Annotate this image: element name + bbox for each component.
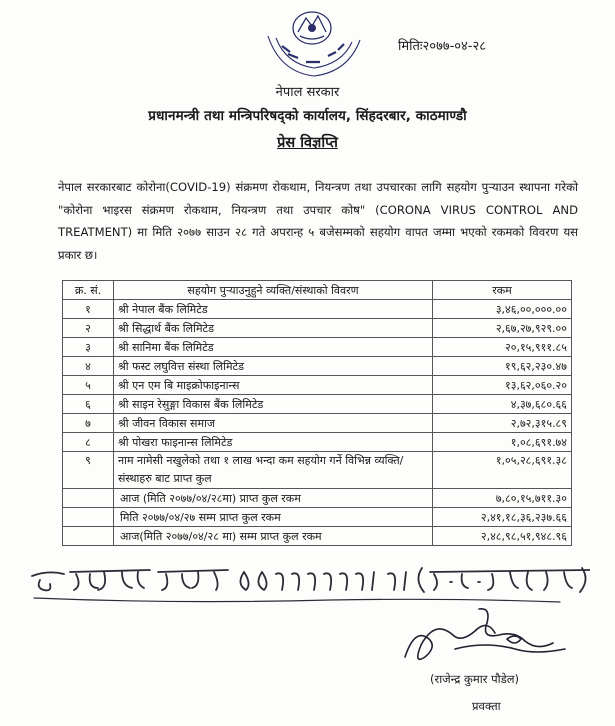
total-blank-cell	[63, 527, 114, 546]
row-serial: ९	[63, 452, 114, 489]
row-serial: ६	[63, 395, 114, 414]
row-contributor: श्री एन एम बि माइक्रोफाइनान्स	[114, 376, 433, 395]
intro-paragraph: नेपाल सरकारबाट कोरोना(COVID-19) संक्रमण रोकथाम, नियन्त्रण तथा उपचारका लागि सहयोग पुर्‍याउन स्थापना गरेको "कोरोना भाइरस संक्रमण रोकथाम, नियन्त्रण तथा उपचार कोष" (CORONA VIRUS CONTROL AND TREATMENT) मा मिति २०७७ साउन २८ गते अपरान्ह ५ बजेसम्मको सहयोग वापत जम्मा भएको रकमको विवरण यस प्रकार छ।	[58, 180, 578, 262]
contribution-table	[62, 280, 572, 546]
header-amount: रकम	[433, 281, 572, 300]
press-release-date: मितिः२०७७-०४-२८	[398, 39, 487, 54]
row-serial: ३	[63, 338, 114, 357]
table-row	[63, 452, 572, 489]
row-serial: २	[63, 319, 114, 338]
row-amount: १३,६२,०६०.२०	[433, 376, 572, 395]
row-amount: १,०८,६९१.७४	[433, 433, 572, 452]
row-serial: १	[63, 300, 114, 319]
row-serial: ७	[63, 414, 114, 433]
row-amount: १९,६२,२३०.४७	[433, 357, 572, 376]
row-contributor: श्री नेपाल बैंक लिमिटेड	[114, 300, 433, 319]
row-contributor: श्री सानिमा बैंक लिमिटेड	[114, 338, 433, 357]
row-serial: ५	[63, 376, 114, 395]
row-contributor: श्री सिद्धार्थ बैंक लिमिटेड	[114, 319, 433, 338]
total-amount: २,४८,९८,५१,९४८.९६	[433, 527, 572, 546]
total-row	[63, 508, 572, 527]
table-row	[63, 376, 572, 395]
row-amount: २,६७,२७,९२९.००	[433, 319, 572, 338]
signatory-name: (राजेन्द्र कुमार पौडेल)	[430, 672, 520, 686]
office-name: प्रधानमन्त्री तथा मन्त्रिपरिषद्को कार्यालय, सिंहदरबार, काठमाण्डौ	[148, 108, 467, 124]
document-title-text: प्रेस विज्ञप्ति	[277, 135, 338, 151]
table-row	[63, 414, 572, 433]
government-name: नेपाल सरकार	[275, 85, 340, 100]
row-contributor: श्री फस्ट लघुवित्त संस्था लिमिटेड	[114, 357, 433, 376]
handwritten-account-note	[30, 560, 590, 610]
header-serial: क्र. सं.	[63, 281, 114, 300]
row-contributor: नाम नामेसी नखुलेको तथा १ लाख भन्दा कम सहयोग गर्ने विभिन्न व्यक्ति/संस्थाहरु बाट प्राप्त कुल	[114, 452, 433, 489]
table-row	[63, 338, 572, 357]
total-row	[63, 489, 572, 508]
row-amount: १,०५,२८,६९१.३८	[433, 452, 572, 489]
signature	[395, 605, 575, 675]
row-amount: ३,४६,००,०००.००	[433, 300, 572, 319]
table-row	[63, 357, 572, 376]
row-contributor: श्री पोखरा फाइनान्स लिमिटेड	[114, 433, 433, 452]
table-row	[63, 300, 572, 319]
total-row	[63, 527, 572, 546]
row-contributor: श्री साइन रेसुङ्गा विकास बैंक लिमिटेड	[114, 395, 433, 414]
row-serial: ८	[63, 433, 114, 452]
header-contributor: सहयोग पुर्‍याउनुहुने व्यक्ति/संस्थाको विवरण	[114, 281, 433, 300]
total-label: मिति २०७७/०४/२७ सम्म प्राप्त कुल रकम	[114, 508, 433, 527]
row-amount: ४,३७,६८०.६६	[433, 395, 572, 414]
total-label: आज (मिति २०७७/०४/२८मा) प्राप्त कुल रकम	[114, 489, 433, 508]
table-row	[63, 395, 572, 414]
total-label: आज(मिति २०७७/०४/२८ मा) सम्म प्राप्त कुल रकम	[114, 527, 433, 546]
table-row	[63, 319, 572, 338]
table-row	[63, 433, 572, 452]
row-amount: २०,१५,९११.८५	[433, 338, 572, 357]
total-amount: २,४१,१८,३६,२३७.६६	[433, 508, 572, 527]
row-amount: २,७२,३१५.८९	[433, 414, 572, 433]
total-blank-cell	[63, 508, 114, 527]
total-blank-cell	[63, 489, 114, 508]
document-title	[0, 132, 615, 152]
total-amount: ७,८०,१५,७११.३०	[433, 489, 572, 508]
table-header-row	[63, 281, 572, 300]
government-seal	[262, 6, 368, 92]
row-contributor: श्री जीवन विकास समाज	[114, 414, 433, 433]
signatory-designation: प्रवक्ता	[472, 699, 501, 713]
row-serial: ४	[63, 357, 114, 376]
